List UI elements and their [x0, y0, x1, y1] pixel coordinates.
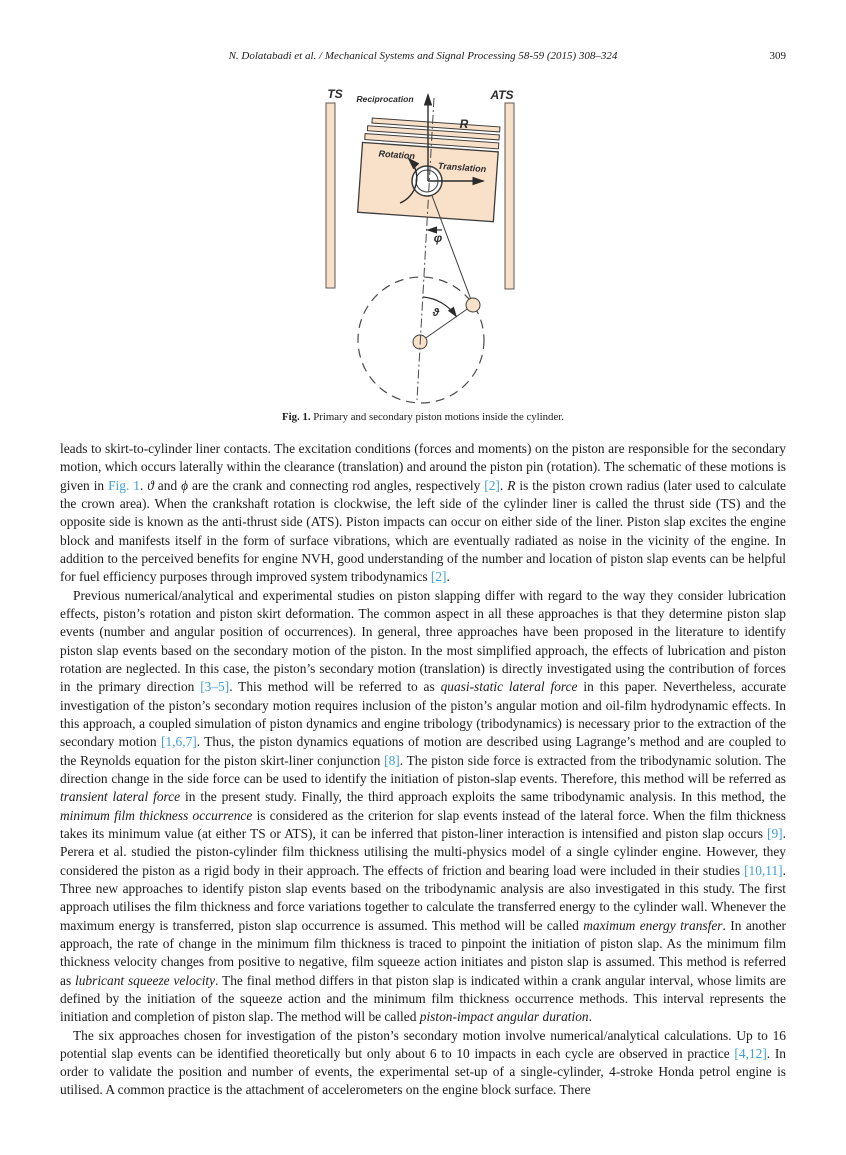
italic-term: piston-impact angular duration — [419, 1009, 589, 1025]
citation-link[interactable]: [9] — [767, 825, 783, 841]
italic-term: R — [507, 477, 516, 493]
anti-thrust-side-liner — [505, 103, 514, 289]
figure-caption-label: Fig. 1. — [282, 411, 311, 423]
crank-pin — [466, 298, 480, 312]
text-run: . Three new approaches to identify piston slap events based on the tribodynamic analysis are also investigated in this study. The first approach utilises the film thickness and force variations together to calculate the transferred energy to the cylinder wall. Whenever the maximum energy is transferred, piston slap occurrence is assumed. This method will be called — [60, 862, 786, 933]
figure-caption — [60, 411, 786, 423]
text-run: leads to skirt-to-cylinder liner contacts. The excitation conditions (forces and moments) on the piston are responsible for the secondary motion, which occurs laterally within the clearance (translation) and around the piston pin (rotation). The schematic of these motions is given in — [60, 441, 786, 493]
text-run: and — [153, 477, 182, 493]
paragraph — [60, 1027, 786, 1100]
theta-symbol: ϑ — [432, 307, 440, 319]
citation-link[interactable]: Fig. 1 — [108, 477, 140, 493]
text-run: . The piston side force is extracted from the tribodynamic solution. The direction change in the side force can be used to identify the initiation of piston-slap events. Therefore, this method will be referred as — [60, 752, 787, 786]
anti-thrust-side-label: ATS — [490, 88, 514, 102]
figure-caption-text: Primary and secondary piston motions inside the cylinder. — [310, 411, 564, 423]
italic-term: lubricant squeeze velocity — [75, 972, 216, 988]
italic-term: minimum film thickness occurrence — [60, 807, 253, 823]
text-run: . This method will be referred to as — [229, 679, 441, 695]
translation-label: Translation — [437, 160, 487, 175]
text-run: is the piston crown radius (later used to calculate the crown area). When the crankshaft rotation is clockwise, the left side of the cylinder liner is called the thrust side (TS) and the opposite side is known as the anti-thrust side (ATS). Piston impacts can occur on either side of the liner. Piston slap excites the engine block and manifests itself in the form of surface vibrations, which are eventually radiated as noise in the vicinity of the engine. In addition to the perceived benefits for engine NVH, good understanding of the number and location of piston slap events can be helpful for fuel efficiency purposes through improved system tribodynamics — [60, 477, 786, 585]
text-run: . — [139, 477, 148, 493]
citation-link[interactable]: [8] — [384, 752, 400, 768]
text-run: Previous numerical/analytical and experimental studies on piston slapping differ with regard to the way they consider lubrication effects, piston’s rotation and piston skirt deformation. The common aspect in all these approaches is that they determine piston slap events (number and angular position of occurrences). In general, three approaches have been proposed in the literature to identify piston slap events based on the secondary motion of the piston. In the most simplified approach, the effects of lubrication and piston rotation are neglected. In this case, the piston’s secondary motion (translation) is directly investigated using the contribution of forces in the primary direction — [60, 587, 786, 695]
phi-symbol: φ — [433, 231, 443, 245]
text-run: . In order to validate the position and number of events, the experimental set-up of a single-cylinder, 4-stroke Honda petrol engine is utilised. A common practice is the attachment of accelerometers on the engine block surface. There — [60, 1045, 786, 1098]
text-run: are the crank and connecting rod angles, respectively — [188, 477, 485, 493]
text-run: . — [499, 477, 508, 493]
citation-link[interactable]: [2] — [484, 477, 500, 493]
rotation-label: Rotation — [378, 148, 416, 162]
text-run: . Perera et al. studied the piston-cylinder film thickness utilising the multi-physics model of a single cylinder engine. However, they considered the piston as a rigid body in their approach. The effects of friction and bearing load were included in their studies — [60, 825, 786, 878]
page-header — [60, 50, 786, 66]
text-run: . — [446, 569, 450, 585]
text-run: in the present study. Finally, the third approach exploits the same tribodynamic analysis. In this method, the — [180, 789, 787, 805]
italic-term: ϑ — [147, 477, 154, 493]
article-body — [60, 440, 786, 1100]
paragraph — [60, 587, 786, 1027]
citation-link[interactable]: [1,6,7] — [161, 734, 197, 750]
figure-1-diagram — [318, 85, 528, 407]
text-run: in this paper. Nevertheless, accurate investigation of the piston’s secondary motion requires inclusion of the piston’s angular motion and oil-film hydrodynamic effects. In this approach, a coupled simulation of piston dynamics and engine tribology (tribodynamics) is necessary prior to the extraction of the secondary motion — [60, 679, 787, 750]
citation-link[interactable]: [10,11] — [744, 862, 783, 878]
reciprocation-label: Reciprocation — [356, 94, 414, 104]
citation-link[interactable]: [2] — [430, 569, 447, 585]
thrust-side-label: TS — [327, 87, 343, 101]
italic-term: ϕ — [181, 477, 189, 493]
citation-link[interactable]: [3–5] — [200, 679, 230, 695]
text-run: . The final method differs in that piston slap is indicated within a crank angular interval, whose limits are defined by the initiation of the squeeze action and the minimum film thickness occurrence methods. This interval represents the initiation and completion of piston slap. The method will be called — [60, 972, 786, 1025]
citation-link[interactable]: [4,12] — [734, 1045, 767, 1061]
theta-angle-arc — [423, 297, 456, 316]
paragraph — [60, 440, 786, 587]
thrust-side-liner — [326, 103, 335, 288]
text-run: . In another approach, the rate of change in the minimum film thickness is traced to pinpoint the initiation of piston slap. As the minimum film thickness velocity changes from positive to negative, film squeeze action initiates and piston slap is assumed. This method is referred as — [60, 917, 786, 988]
page-number: 309 — [769, 50, 786, 62]
italic-term: transient lateral force — [60, 789, 181, 805]
italic-term: maximum energy transfer — [583, 917, 723, 933]
text-run: The six approaches chosen for investigation of the piston’s secondary motion involve numerical/analytical calculations. Up to 16 potential slap events can be identified theoretically but only about 6 to 10 impacts in each cycle are observed in practice — [60, 1027, 786, 1061]
running-head-citation: N. Dolatabadi et al. / Mechanical Systems and Signal Processing 58-59 (2015) 308–324 — [228, 50, 618, 62]
text-run: is considered as the criterion for slap events instead of the lateral force. When the film thickness takes its minimum value (at either TS or ATS), it can be inferred that piston-liner interaction is intensified and piston slap occurs — [60, 807, 787, 841]
text-run: . — [588, 1009, 592, 1025]
piston-motion-schematic — [318, 85, 528, 407]
crown-radius-label: R — [459, 117, 469, 131]
text-run: . Thus, the piston dynamics equations of motion are described using Lagrange’s method and are coupled to the Reynolds equation for the piston skirt-liner conjunction — [60, 734, 787, 768]
crank-arm — [420, 305, 473, 342]
italic-term: quasi-static lateral force — [440, 679, 578, 695]
